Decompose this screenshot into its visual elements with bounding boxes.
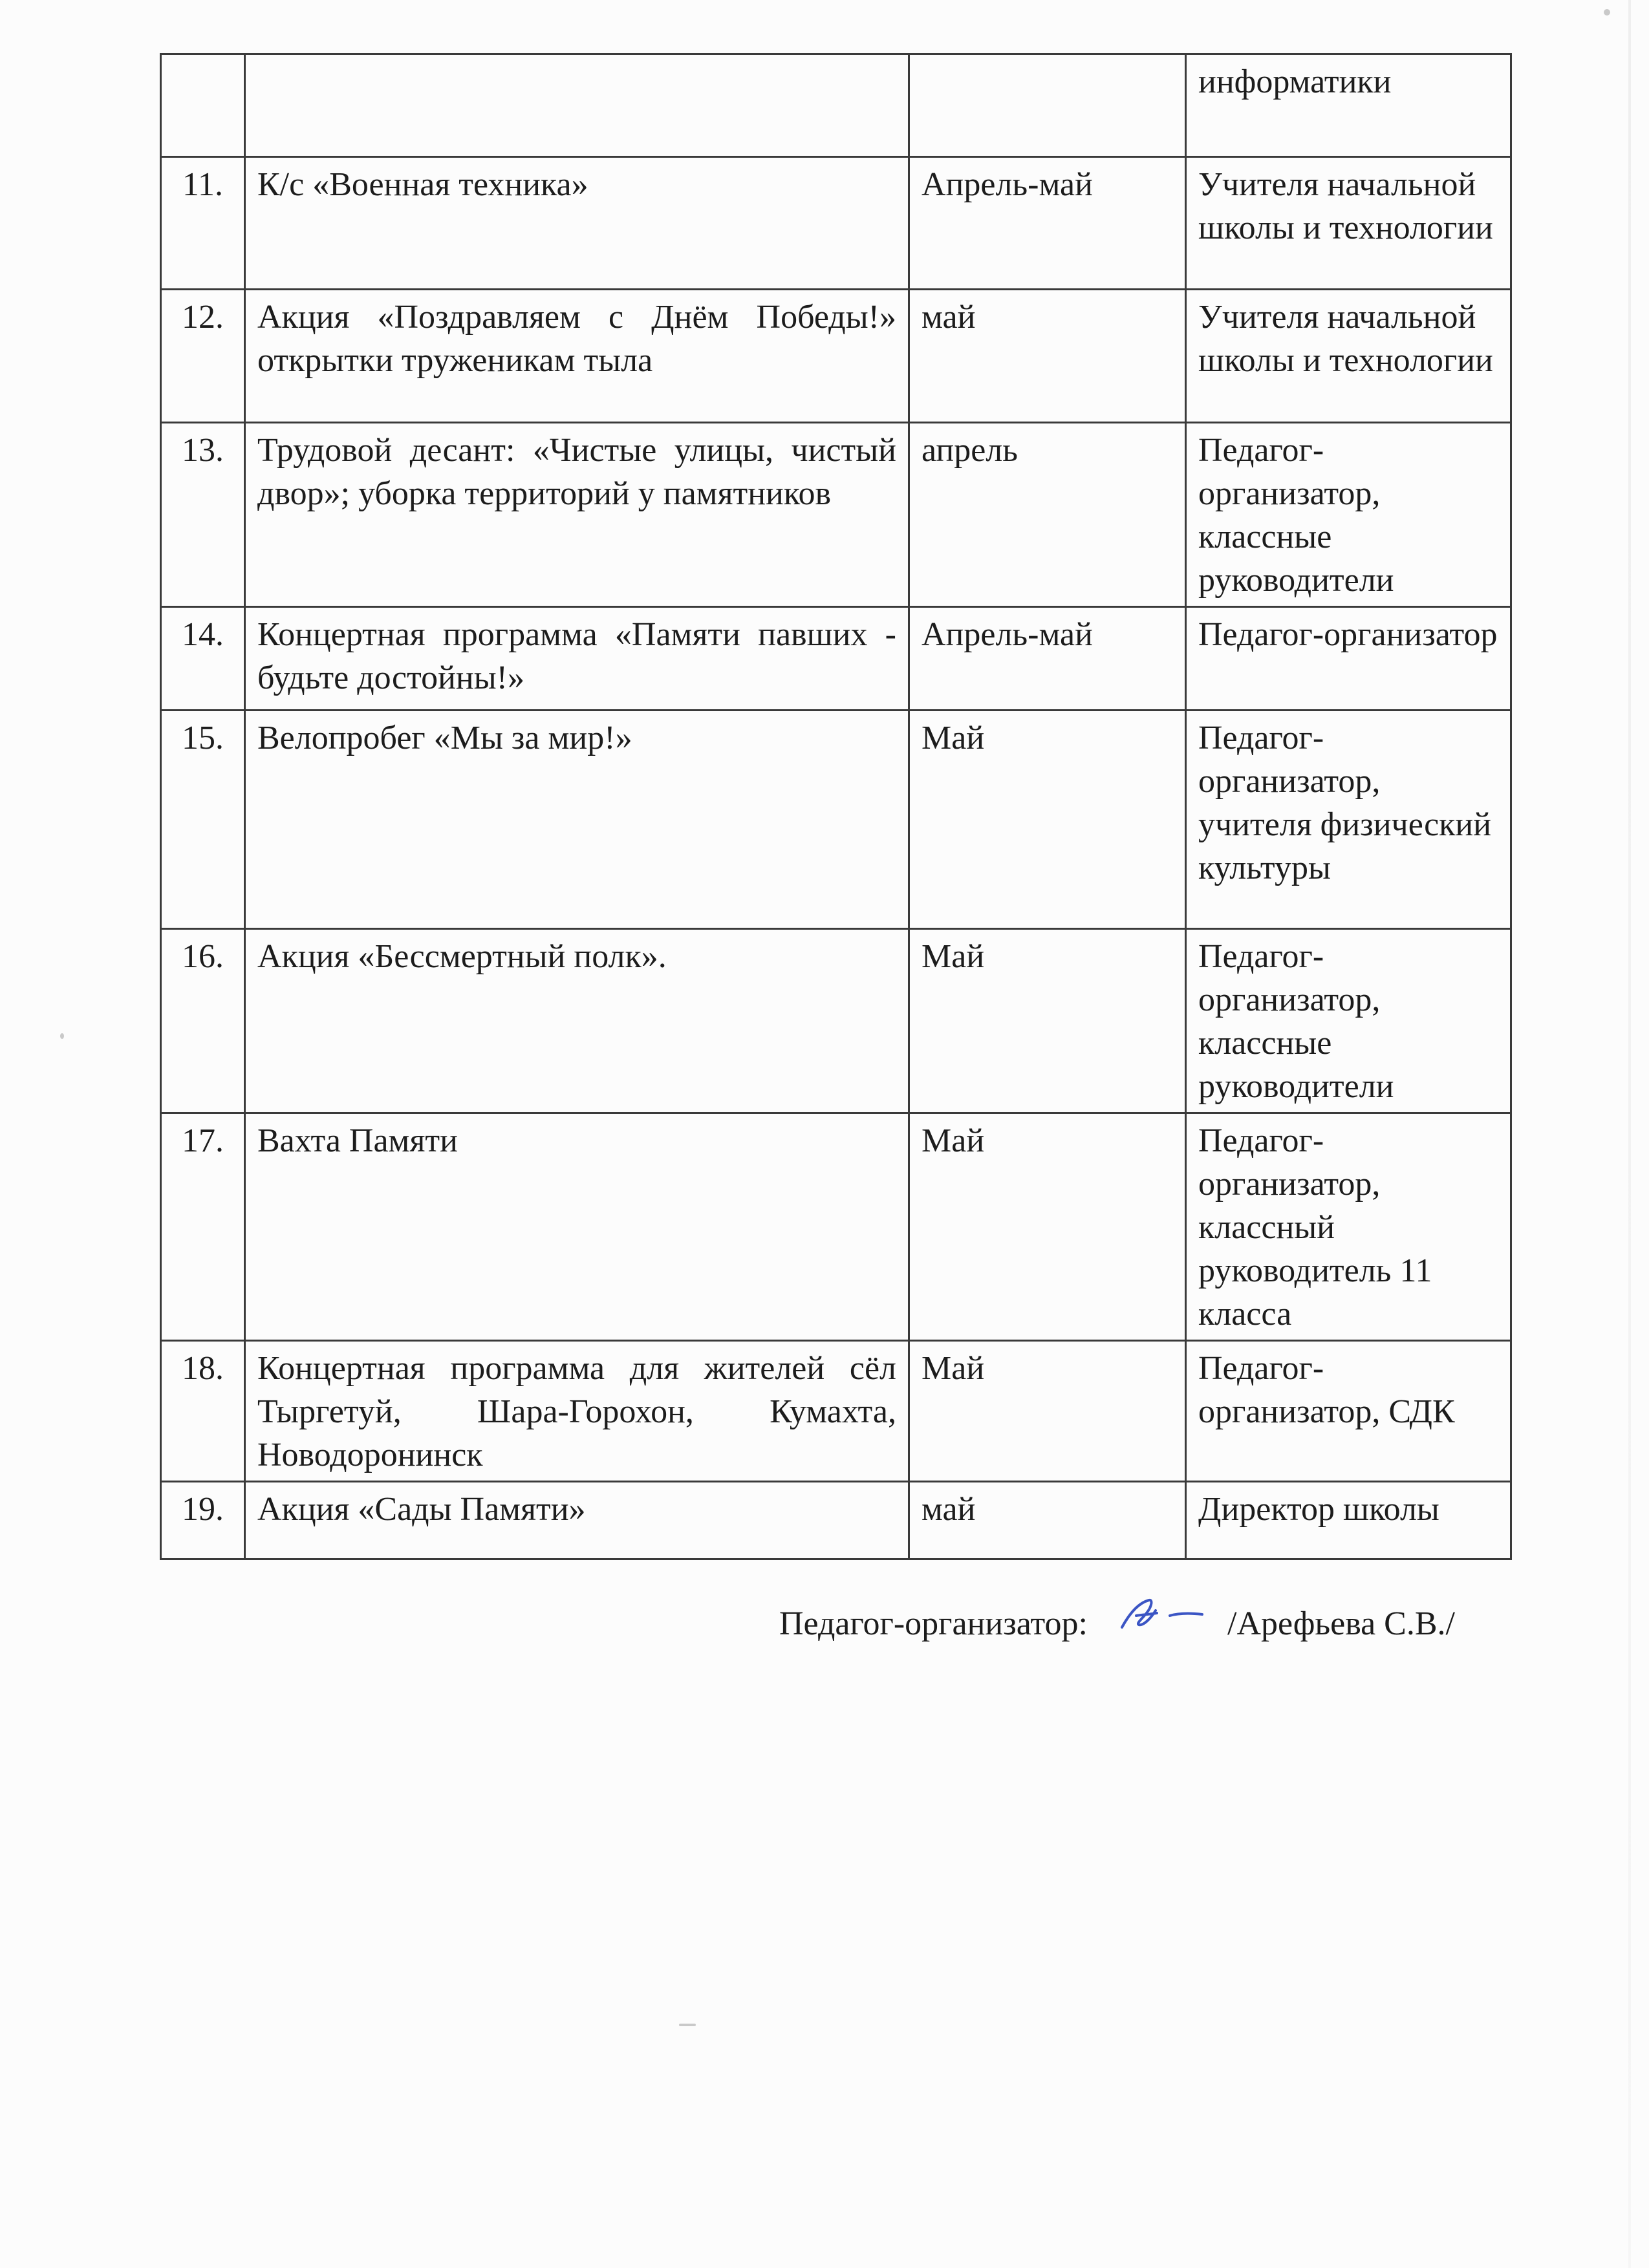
event-responsible: Педагог-организатор, классный руководитель 11 класса: [1186, 1113, 1511, 1341]
row-number: 18.: [161, 1341, 245, 1482]
event-title: Вахта Памяти: [245, 1113, 909, 1341]
row-number: 13.: [161, 423, 245, 607]
event-date: [909, 54, 1186, 157]
event-title: Акция «Бессмертный полк».: [245, 929, 909, 1113]
table-row: [161, 1113, 1511, 1341]
event-responsible: Педагог-организатор, классные руководители: [1186, 929, 1511, 1113]
event-title: Акция «Сады Памяти»: [245, 1482, 909, 1559]
event-date: апрель: [909, 423, 1186, 607]
scan-speck: [679, 2024, 696, 2026]
event-responsible: Учителя начальной школы и технологии: [1186, 290, 1511, 423]
event-date: май: [909, 1482, 1186, 1559]
event-title: Велопробег «Мы за мир!»: [245, 711, 909, 929]
event-date: Май: [909, 1113, 1186, 1341]
event-title: Трудовой десант: «Чистые улицы, чистый двор»; уборка территорий у памятников: [245, 423, 909, 607]
event-title: [245, 54, 909, 157]
event-date: Апрель-май: [909, 607, 1186, 711]
event-responsible: информатики: [1186, 54, 1511, 157]
row-number: 17.: [161, 1113, 245, 1341]
handwritten-signature: [1110, 1594, 1207, 1639]
event-responsible: Директор школы: [1186, 1482, 1511, 1559]
event-responsible: Педагог-организатор: [1186, 607, 1511, 711]
event-date: май: [909, 290, 1186, 423]
event-title: Акция «Поздравляем с Днём Победы!» открытки труженикам тыла: [245, 290, 909, 423]
event-date: Май: [909, 711, 1186, 929]
event-date: Май: [909, 1341, 1186, 1482]
event-title: Концертная программа для жителей сёл Тыргетуй, Шара-Горохон, Кумахта, Новодоронинск: [245, 1341, 909, 1482]
signature-label: Педагог-организатор:: [779, 1605, 1088, 1642]
table-row: [161, 157, 1511, 290]
event-responsible: Педагог-организатор, учителя физический культуры: [1186, 711, 1511, 929]
row-number: 15.: [161, 711, 245, 929]
table-row: [161, 607, 1511, 711]
row-number: 14.: [161, 607, 245, 711]
event-responsible: Педагог-организатор, СДК: [1186, 1341, 1511, 1482]
row-number: 11.: [161, 157, 245, 290]
row-number: 12.: [161, 290, 245, 423]
event-date: Апрель-май: [909, 157, 1186, 290]
signatory-name: /Арефьева С.В./: [1227, 1605, 1455, 1642]
table-row: [161, 423, 1511, 607]
row-number: 19.: [161, 1482, 245, 1559]
event-responsible: Учителя начальной школы и технологии: [1186, 157, 1511, 290]
events-table: [160, 53, 1512, 1560]
event-responsible: Педагог-организатор, классные руководители: [1186, 423, 1511, 607]
table-row: [161, 711, 1511, 929]
row-number: [161, 54, 245, 157]
scan-speck: [60, 1033, 64, 1039]
event-title: К/с «Военная техника»: [245, 157, 909, 290]
scan-speck: [1604, 9, 1610, 16]
row-number: 16.: [161, 929, 245, 1113]
table-row: [161, 54, 1511, 157]
event-title: Концертная программа «Памяти павших - будьте достойны!»: [245, 607, 909, 711]
table-row: [161, 290, 1511, 423]
table-row: [161, 1341, 1511, 1482]
signature-line: [779, 1602, 1455, 1649]
event-date: Май: [909, 929, 1186, 1113]
table-row: [161, 1482, 1511, 1559]
table-row: [161, 929, 1511, 1113]
